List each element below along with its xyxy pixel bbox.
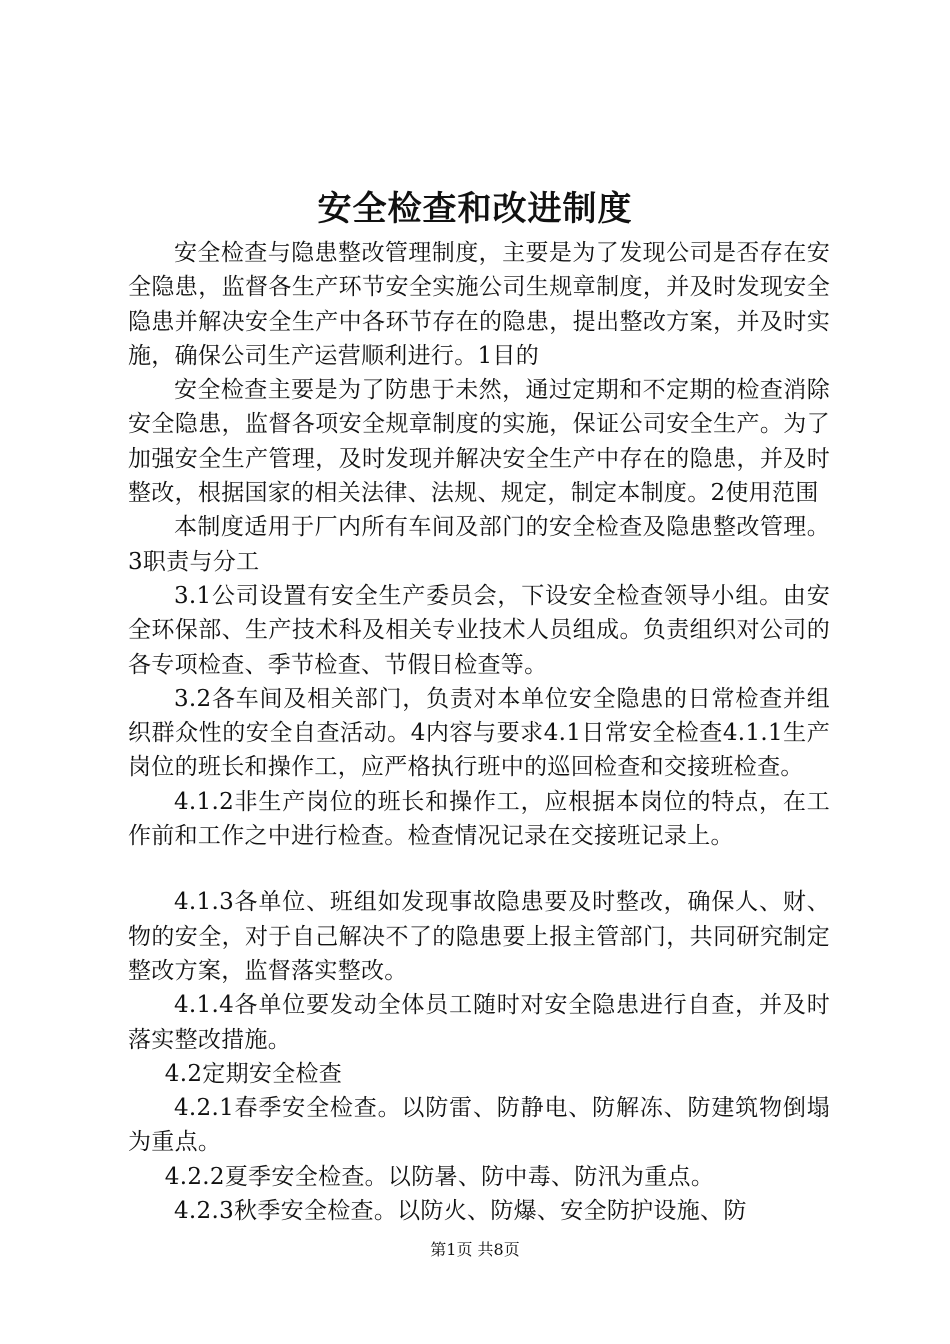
paragraph-4-1-3: 4.1.3各单位、班组如发现事故隐患要及时整改，确保人、财、物的安全，对于自己解决不了的隐患要上报主管部门，共同研究制定整改方案，监督落实整改。 [128,889,830,984]
paragraph-4-1-4: 4.1.4各单位要发动全体员工随时对安全隐患进行自查，并及时落实整改措施。 [128,992,830,1053]
page-footer: 第1页 共8页 [430,1240,520,1259]
document-body [128,236,830,1228]
paragraph-purpose: 安全检查主要是为了防患于未然，通过定期和不定期的检查消除安全隐患，监督各项安全规章制度的实施，保证公司安全生产。为了加强安全生产管理，及时发现并解决安全生产中存在的隐患，并及时整改，根据国家的相关法律、法规、规定，制定本制度。2使用范围 [128,377,830,507]
paragraph-scope: 本制度适用于厂内所有车间及部门的安全检查及隐患整改管理。3职责与分工 [128,514,830,575]
paragraph-4-2: 4.2定期安全检查 [164,1060,343,1087]
paragraph-3-1: 3.1公司设置有安全生产委员会，下设安全检查领导小组。由安全环保部、生产技术科及相关专业技术人员组成。负责组织对公司的各专项检查、季节检查、节假日检查等。 [128,582,830,678]
paragraph-4-1-2: 4.1.2非生产岗位的班长和操作工，应根据本岗位的特点，在工作前和工作之中进行检查。检查情况记录在交接班记录上。 [128,788,830,850]
paragraph-4-2-1: 4.2.1春季安全检查。以防雷、防静电、防解冻、防建筑物倒塌为重点。 [128,1095,830,1156]
paragraph-3-2: 3.2各车间及相关部门，负责对本单位安全隐患的日常检查并组织群众性的安全自查活动。4内容与要求4.1日常安全检查4.1.1生产岗位的班长和操作工，应严格执行班中的巡回检查和交接班检查。 [128,685,830,781]
paragraph-intro: 安全检查与隐患整改管理制度，主要是为了发现公司是否存在安全隐患，监督各生产环节安全实施公司生规章制度，并及时发现安全隐患并解决安全生产中各环节存在的隐患，提出整改方案，并及时实施，确保公司生产运营顺利进行。1目的 [128,240,830,369]
document-title: 安全检查和改进制度 [317,189,633,229]
paragraph-4-2-2: 4.2.2夏季安全检查。以防暑、防中毒、防汛为重点。 [164,1163,715,1190]
paragraph-4-2-3: 4.2.3秋季安全检查。以防火、防爆、安全防护设施、防 [174,1198,747,1225]
